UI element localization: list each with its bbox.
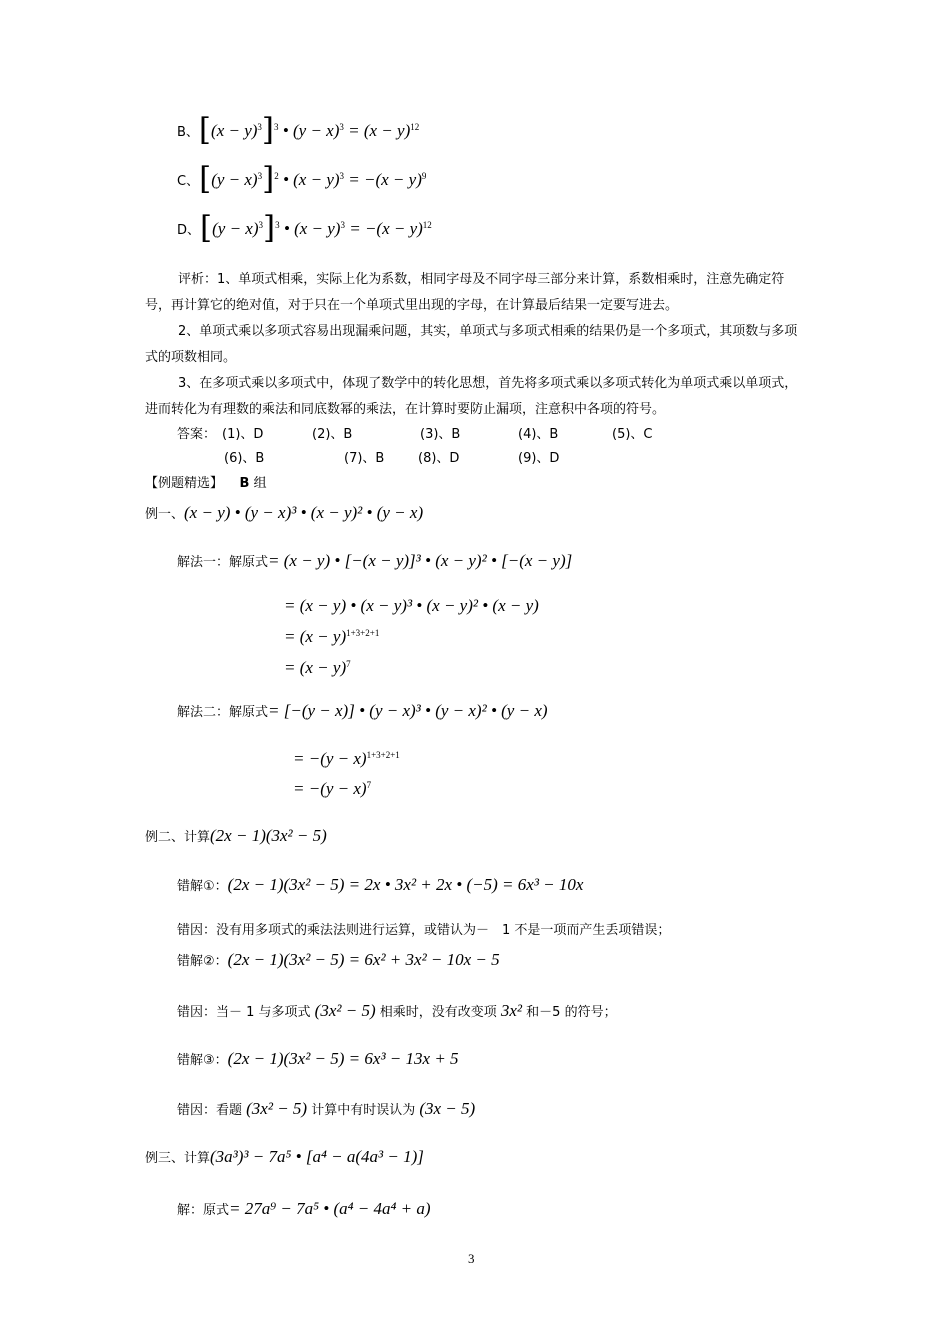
analysis-paragraph-1: 评析：1、单项式相乘，实际上化为系数，相同字母及不同字母三部分来计算，系数相乘时，注意先确定符号，再计算它的绝对值，对于只在一个单项式里出现的字母，在计算最后结果一定要写进去。	[145, 272, 785, 313]
math-text: • (x − y)	[279, 219, 341, 238]
wrong-label: 错解①：	[177, 879, 228, 894]
example-2-title	[145, 826, 327, 846]
answer-9: (9)、D	[518, 451, 560, 466]
example-expression: (3a³)³ − 7a⁵ • [a⁴ − a(4a³ − 1)]	[210, 1147, 424, 1166]
reason-2	[177, 1001, 617, 1021]
math-text: = −(x − y)	[344, 170, 422, 189]
exponent: 12	[422, 220, 432, 230]
group-letter: B	[239, 476, 250, 491]
math-text: 3x²	[500, 1001, 523, 1020]
method-1-line-2: = (x − y) • (x − y)³ • (x − y)² • (x − y)	[284, 596, 539, 615]
wrong-solution-3	[177, 1049, 459, 1069]
reason-text: 错因：看题	[177, 1103, 247, 1118]
reason-text: 和－5 的符号；	[522, 1005, 617, 1020]
wrong-label: 错解②：	[177, 954, 228, 969]
answer-7: (7)、B	[344, 451, 385, 466]
wrong-solution-1	[177, 875, 583, 895]
answers-label: 答案：	[177, 427, 217, 442]
option-b: B、$[(x - y)^3]^3$ • $(y - x)^3 = (x - y)^{12}$	[177, 112, 420, 148]
exponent: 1+3+2+1	[366, 750, 400, 760]
reason-text: 相乘时，没有改变项	[375, 1005, 501, 1020]
exponent: 12	[410, 122, 420, 132]
math-text: = (x − y) • [−(x − y)]³ • (x − y)² • [−(x − y)]	[268, 551, 573, 570]
exponent: 3	[340, 220, 345, 230]
analysis-paragraph-2: 2、单项式乘以多项式容易出现漏乘问题，其实，单项式与多项式相乘的结果仍是一个多项式，其项数与多项式的项数相同。	[145, 324, 798, 365]
math-text: (y − x)	[212, 219, 259, 238]
method-2-line-1	[177, 701, 548, 721]
answer-4: (4)、B	[518, 427, 559, 442]
math-text: = (x − y)	[284, 658, 347, 677]
math-text: (2x − 1)(3x² − 5) = 2x • 3x² + 2x • (−5) = 6x³ − 10x	[227, 875, 584, 894]
math-text: = 27a⁹ − 7a⁵ • (a⁴ − 4a⁴ + a)	[229, 1199, 431, 1218]
exponent: 1+3+2+1	[346, 628, 380, 638]
exponent: 9	[421, 171, 427, 181]
math-text: (x − y)	[211, 121, 258, 140]
exponent: 3	[339, 122, 344, 132]
option-label: C、	[177, 174, 200, 189]
wrong-label: 错解③：	[177, 1053, 228, 1068]
example-expression: (2x − 1)(3x² − 5)	[210, 826, 327, 845]
method-1-line-4	[284, 658, 351, 678]
exponent: 7	[366, 780, 372, 790]
exponent: 7	[346, 659, 351, 669]
group-suffix: 组	[249, 476, 267, 491]
example-label: 例一、	[145, 507, 185, 522]
math-text: = [−(y − x)] • (y − x)³ • (y − x)² • (y − x)	[268, 701, 548, 720]
section-bracket-label: 【例题精选】	[145, 476, 224, 491]
math-text: = (x − y)	[343, 121, 411, 140]
method-label: 解法二：解原式	[177, 705, 269, 720]
example-expression: (x − y) • (y − x)³ • (x − y)² • (y − x)	[184, 503, 424, 522]
math-text: = −(x − y)	[344, 219, 423, 238]
analysis-paragraph-3: 3、在多项式乘以多项式中，体现了数学中的转化思想，首先将多项式乘以多项式转化为单项式乘以单项式，进而转化为有理数的乘法和同底数幂的乘法，在计算时要防止漏项，注意积中各项的符号。	[145, 376, 798, 417]
method-label: 解法一：解原式	[177, 555, 269, 570]
exponent: 3	[258, 220, 264, 230]
answer-8: (8)、D	[418, 451, 460, 466]
math-text: (y − x)	[211, 170, 258, 189]
page-number: 3	[468, 1251, 475, 1266]
math-text: = (x − y)	[284, 627, 347, 646]
math-text: (2x − 1)(3x² − 5) = 6x² + 3x² − 10x − 5	[227, 950, 500, 969]
option-c: C、$[(y - x)^3]^2$ • $(x - y)^3 = -(x - y)^9$	[177, 161, 427, 197]
section-heading	[145, 472, 267, 491]
math-text: = −(y − x)	[293, 749, 367, 768]
wrong-solution-2	[177, 950, 500, 970]
answer-6: (6)、B	[224, 451, 265, 466]
method-2-line-3	[293, 779, 371, 799]
math-text: • (y − x)	[278, 121, 340, 140]
solution-label: 解：原式	[177, 1203, 230, 1218]
exponent: 3	[257, 171, 263, 181]
exponent: 3	[275, 220, 280, 230]
option-d: D、$[(y - x)^3]^3$ • $(x - y)^3 = -(x - y)^{12}$	[177, 210, 432, 246]
math-text: (3x − 5)	[419, 1099, 476, 1118]
math-text: (3x² − 5)	[246, 1099, 308, 1118]
reason-text: 错因：当－ 1 与多项式	[177, 1005, 315, 1020]
option-label: D、	[177, 223, 201, 238]
example-3-solution	[177, 1199, 431, 1219]
answer-3: (3)、B	[420, 427, 461, 442]
method-2-line-2	[293, 749, 400, 769]
method-1-line-3	[284, 627, 379, 647]
answer-1: (1)、D	[222, 427, 264, 442]
reason-text: 计算中有时误认为	[307, 1103, 420, 1118]
reason-1: 错因：没有用多项式的乘法法则进行运算，或错认为－ 1 不是一项而产生丢项错误；	[177, 923, 671, 938]
math-text: = −(y − x)	[293, 779, 367, 798]
answer-2: (2)、B	[312, 427, 353, 442]
math-text: (3x² − 5)	[314, 1001, 376, 1020]
reason-3	[177, 1099, 475, 1119]
example-label: 例三、计算	[145, 1151, 211, 1166]
math-text: (2x − 1)(3x² − 5) = 6x³ − 13x + 5	[227, 1049, 459, 1068]
exponent: 3	[257, 122, 262, 132]
example-1-title	[145, 503, 423, 523]
answer-5: (5)、C	[612, 427, 653, 442]
exponent: 3	[339, 171, 345, 181]
exponent: 3	[274, 122, 279, 132]
method-1-line-1	[177, 551, 572, 571]
option-label: B、	[177, 125, 199, 140]
example-label: 例二、计算	[145, 830, 211, 845]
exponent: 2	[274, 171, 279, 181]
math-text: • (x − y)	[278, 170, 340, 189]
example-3-title	[145, 1147, 424, 1167]
